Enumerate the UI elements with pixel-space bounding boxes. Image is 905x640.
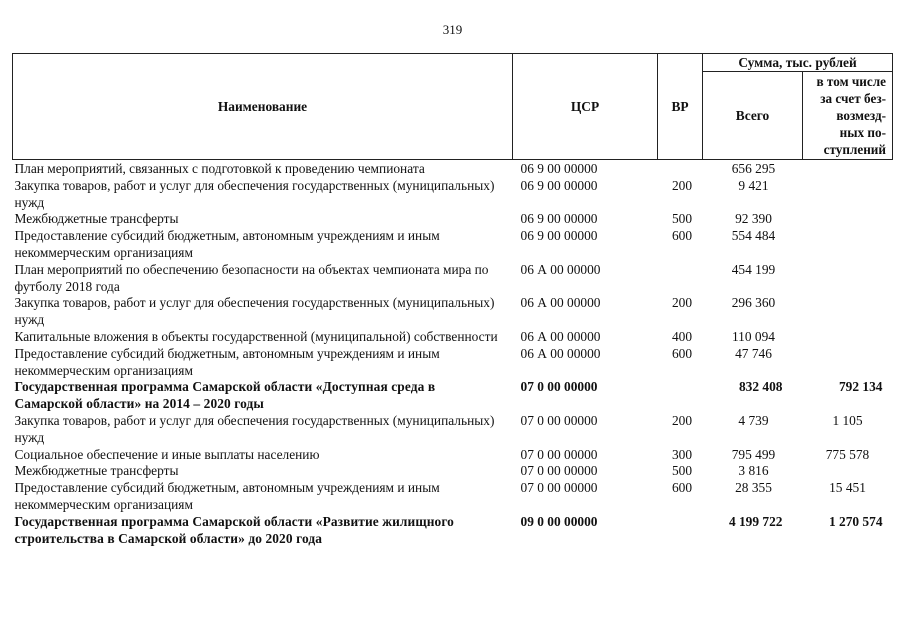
row-vr: 200 bbox=[671, 412, 693, 428]
row-vr: 500 bbox=[671, 463, 693, 479]
row-csr: 07 0 00 00000 bbox=[520, 480, 598, 496]
row-total: 4 199 722 bbox=[728, 513, 783, 529]
header-grant-line: за счет без- bbox=[820, 91, 887, 106]
header-vr: ВР bbox=[658, 54, 703, 160]
row-grant: 1 105 bbox=[832, 412, 863, 428]
row-vr: 200 bbox=[671, 177, 693, 193]
row-total: 795 499 bbox=[731, 446, 776, 462]
row-grant: 15 451 bbox=[829, 480, 866, 496]
table-row bbox=[13, 329, 893, 346]
row-vr: 300 bbox=[671, 446, 693, 462]
table-row bbox=[13, 295, 893, 329]
row-name: План мероприятий, связанных с подготовкой к проведению чемпионата bbox=[14, 161, 425, 176]
row-total: 9 421 bbox=[738, 177, 769, 193]
row-grant bbox=[803, 463, 893, 480]
row-grant: 1 270 574 bbox=[828, 513, 883, 529]
row-name: Капитальные вложения в объекты государственной (муниципальной) собственности bbox=[14, 328, 498, 344]
row-csr: 06 9 00 00000 bbox=[520, 228, 598, 244]
row-vr bbox=[658, 514, 703, 548]
row-grant bbox=[803, 211, 893, 228]
row-total: 832 408 bbox=[738, 379, 783, 395]
row-grant bbox=[803, 262, 893, 296]
row-csr: 06 А 00 00000 bbox=[520, 328, 601, 344]
table-row bbox=[13, 346, 893, 380]
row-csr: 09 0 00 00000 bbox=[520, 513, 598, 529]
row-name: План мероприятий по обеспечению безопасности на объектах чемпионата мира по футболу 2018 года bbox=[14, 261, 489, 294]
row-csr: 06 А 00 00000 bbox=[520, 261, 601, 277]
row-vr bbox=[658, 262, 703, 296]
table-row bbox=[13, 178, 893, 212]
row-grant bbox=[803, 228, 893, 262]
row-name: Предоставление субсидий бюджетным, автономным учреждениям и иным некоммерческим организациям bbox=[14, 228, 440, 260]
header-total: Всего bbox=[703, 72, 803, 160]
row-grant bbox=[803, 329, 893, 346]
row-vr: 500 bbox=[671, 211, 693, 227]
row-name: Государственная программа Самарской области «Развитие жилищного строительства в Самарской области» до 2020 года bbox=[14, 513, 454, 546]
table-row bbox=[13, 413, 893, 447]
row-vr: 600 bbox=[671, 480, 693, 496]
row-csr: 07 0 00 00000 bbox=[520, 463, 598, 479]
row-total: 554 484 bbox=[731, 228, 776, 244]
table-body bbox=[13, 160, 893, 548]
row-total: 110 094 bbox=[731, 328, 776, 344]
row-vr: 600 bbox=[671, 345, 693, 361]
header-sum-group: Сумма, тыс. рублей bbox=[703, 54, 893, 72]
table-row-program bbox=[13, 514, 893, 548]
header-grant bbox=[803, 72, 893, 160]
row-name: Закупка товаров, работ и услуг для обеспечения государственных (муниципальных) нужд bbox=[14, 177, 495, 210]
table-row bbox=[13, 228, 893, 262]
row-vr bbox=[658, 160, 703, 178]
row-grant bbox=[803, 160, 893, 178]
row-csr: 06 9 00 00000 bbox=[520, 161, 598, 176]
row-total: 92 390 bbox=[735, 211, 772, 227]
row-total: 454 199 bbox=[731, 261, 776, 277]
row-grant: 775 578 bbox=[825, 446, 870, 462]
row-vr: 400 bbox=[671, 328, 693, 344]
row-name: Государственная программа Самарской области «Доступная среда в Самарской области» на 2014 – 2020 годы bbox=[14, 379, 436, 412]
header-grant-line: ных по- bbox=[839, 125, 887, 140]
row-total: 3 816 bbox=[738, 463, 769, 479]
table-row-program bbox=[13, 379, 893, 413]
table-row bbox=[13, 447, 893, 464]
row-name: Предоставление субсидий бюджетным, автономным учреждениям и иным некоммерческим организациям bbox=[14, 345, 440, 378]
row-csr: 06 9 00 00000 bbox=[520, 211, 598, 227]
row-csr: 06 9 00 00000 bbox=[520, 177, 598, 193]
row-total: 47 746 bbox=[735, 345, 772, 361]
row-name: Закупка товаров, работ и услуг для обеспечения государственных (муниципальных) нужд bbox=[14, 295, 495, 328]
header-name: Наименование bbox=[13, 54, 513, 160]
table-row bbox=[13, 160, 893, 178]
row-total: 296 360 bbox=[731, 295, 776, 311]
table-row bbox=[13, 211, 893, 228]
table-header bbox=[13, 54, 893, 160]
row-total: 4 739 bbox=[738, 412, 769, 428]
table-row bbox=[13, 262, 893, 296]
header-grant-line: ступлений bbox=[823, 142, 887, 157]
row-csr: 07 0 00 00000 bbox=[520, 379, 598, 395]
header-grant-line: в том числе bbox=[816, 74, 887, 89]
row-csr: 07 0 00 00000 bbox=[520, 446, 598, 462]
header-csr: ЦСР bbox=[513, 54, 658, 160]
budget-table bbox=[12, 53, 893, 547]
row-vr: 600 bbox=[671, 228, 693, 244]
row-name: Закупка товаров, работ и услуг для обеспечения государственных (муниципальных) нужд bbox=[14, 412, 495, 445]
row-name: Межбюджетные трансферты bbox=[14, 463, 179, 479]
page-number: 319 bbox=[442, 22, 463, 37]
row-grant bbox=[803, 346, 893, 380]
row-name: Социальное обеспечение и иные выплаты населению bbox=[14, 446, 320, 462]
row-total: 656 295 bbox=[731, 161, 776, 176]
row-total: 28 355 bbox=[735, 480, 772, 496]
row-grant: 792 134 bbox=[838, 379, 883, 395]
header-grant-line: возмезд- bbox=[836, 108, 887, 123]
row-name: Предоставление субсидий бюджетным, автономным учреждениям и иным некоммерческим организациям bbox=[14, 480, 440, 512]
row-name: Межбюджетные трансферты bbox=[14, 211, 179, 227]
row-grant bbox=[803, 295, 893, 329]
row-vr: 200 bbox=[671, 295, 693, 311]
table-row bbox=[13, 463, 893, 480]
row-csr: 07 0 00 00000 bbox=[520, 412, 598, 428]
table-row bbox=[13, 480, 893, 514]
row-csr: 06 А 00 00000 bbox=[520, 295, 601, 311]
row-grant bbox=[803, 178, 893, 212]
row-vr bbox=[658, 379, 703, 413]
row-csr: 06 А 00 00000 bbox=[520, 345, 601, 361]
